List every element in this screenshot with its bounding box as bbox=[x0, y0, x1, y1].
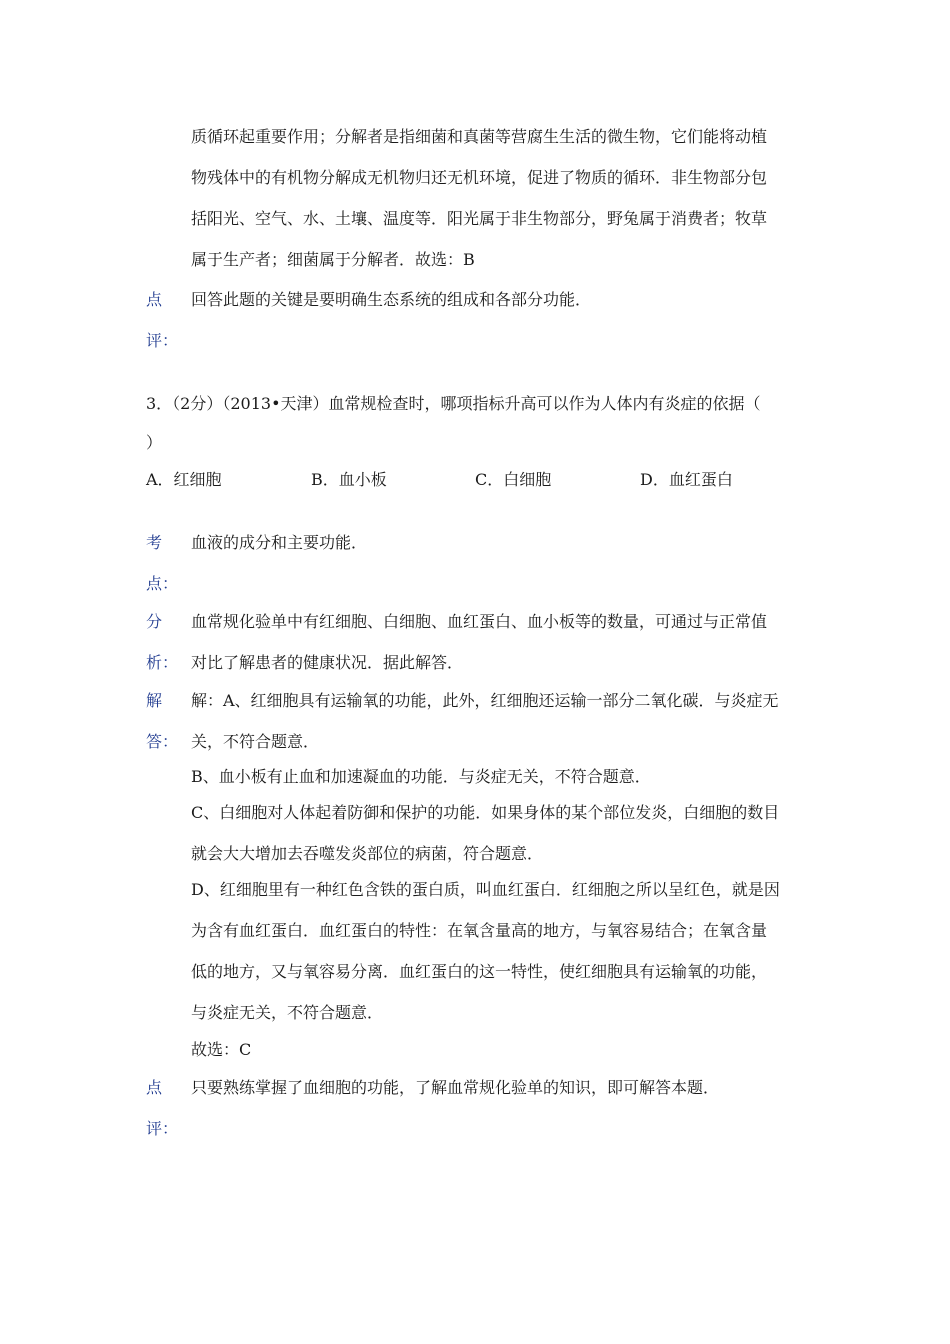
fenxi-label-char: 析： bbox=[146, 653, 179, 672]
prev-comment-text: 回答此题的关键是要明确生态系统的组成和各部分功能． bbox=[191, 290, 592, 309]
option-c: C．白细胞 bbox=[475, 470, 552, 489]
question-stem-end: ） bbox=[146, 433, 163, 452]
jieda-text: 低的地方，又与氧容易分离．血红蛋白的这一特性，使红细胞具有运输氧的功能， bbox=[191, 962, 768, 981]
option-a: A．红细胞 bbox=[146, 470, 222, 489]
jieda-label-char: 解 bbox=[146, 691, 163, 710]
comment-label-char: 评： bbox=[146, 331, 179, 350]
jieda-text: 故选：C bbox=[191, 1040, 252, 1059]
option-b: B．血小板 bbox=[311, 470, 387, 489]
fenxi-label-char: 分 bbox=[146, 612, 163, 631]
option-d: D．血红蛋白 bbox=[640, 470, 733, 489]
kaodian-label-char: 点： bbox=[146, 574, 179, 593]
prev-answer-line: 物残体中的有机物分解成无机物归还无机环境，促进了物质的循环．非生物部分包 bbox=[191, 168, 768, 187]
jieda-text: 就会大大增加去吞噬发炎部位的病菌，符合题意． bbox=[191, 844, 544, 863]
prev-answer-line: 括阳光、空气、水、土壤、温度等．阳光属于非生物部分，野兔属于消费者；牧草 bbox=[191, 209, 768, 228]
comment-label-char: 点 bbox=[146, 290, 163, 309]
dianping-text: 只要熟练掌握了血细胞的功能，了解血常规化验单的知识，即可解答本题． bbox=[191, 1078, 720, 1097]
jieda-text: 解：A、红细胞具有运输氧的功能，此外，红细胞还运输一部分二氧化碳．与炎症无 bbox=[191, 691, 779, 710]
jieda-text: C、白细胞对人体起着防御和保护的功能．如果身体的某个部位发炎，白细胞的数目 bbox=[191, 803, 780, 822]
dianping-label-char: 评： bbox=[146, 1119, 179, 1138]
dianping-label-char: 点 bbox=[146, 1078, 163, 1097]
jieda-text: B、血小板有止血和加速凝血的功能．与炎症无关，不符合题意． bbox=[191, 767, 651, 786]
fenxi-text: 对比了解患者的健康状况．据此解答． bbox=[191, 653, 464, 672]
jieda-label-char: 答： bbox=[146, 732, 179, 751]
jieda-text: 为含有血红蛋白．血红蛋白的特性：在氧含量高的地方，与氧容易结合；在氧含量 bbox=[191, 921, 768, 940]
fenxi-text: 血常规化验单中有红细胞、白细胞、血红蛋白、血小板等的数量，可通过与正常值 bbox=[191, 612, 768, 631]
prev-answer-line: 质循环起重要作用；分解者是指细菌和真菌等营腐生生活的微生物，它们能将动植 bbox=[191, 127, 768, 146]
question-stem: 3．（2分）（2013•天津）血常规检查时，哪项指标升高可以作为人体内有炎症的依据（ bbox=[146, 394, 761, 413]
jieda-text: 关，不符合题意． bbox=[191, 732, 320, 751]
kaodian-text: 血液的成分和主要功能． bbox=[191, 533, 368, 552]
prev-answer-line: 属于生产者；细菌属于分解者．故选：B bbox=[191, 250, 475, 269]
jieda-text: 与炎症无关，不符合题意． bbox=[191, 1003, 384, 1022]
kaodian-label-char: 考 bbox=[146, 533, 163, 552]
jieda-text: D、红细胞里有一种红色含铁的蛋白质，叫血红蛋白．红细胞之所以呈红色，就是因 bbox=[191, 880, 780, 899]
